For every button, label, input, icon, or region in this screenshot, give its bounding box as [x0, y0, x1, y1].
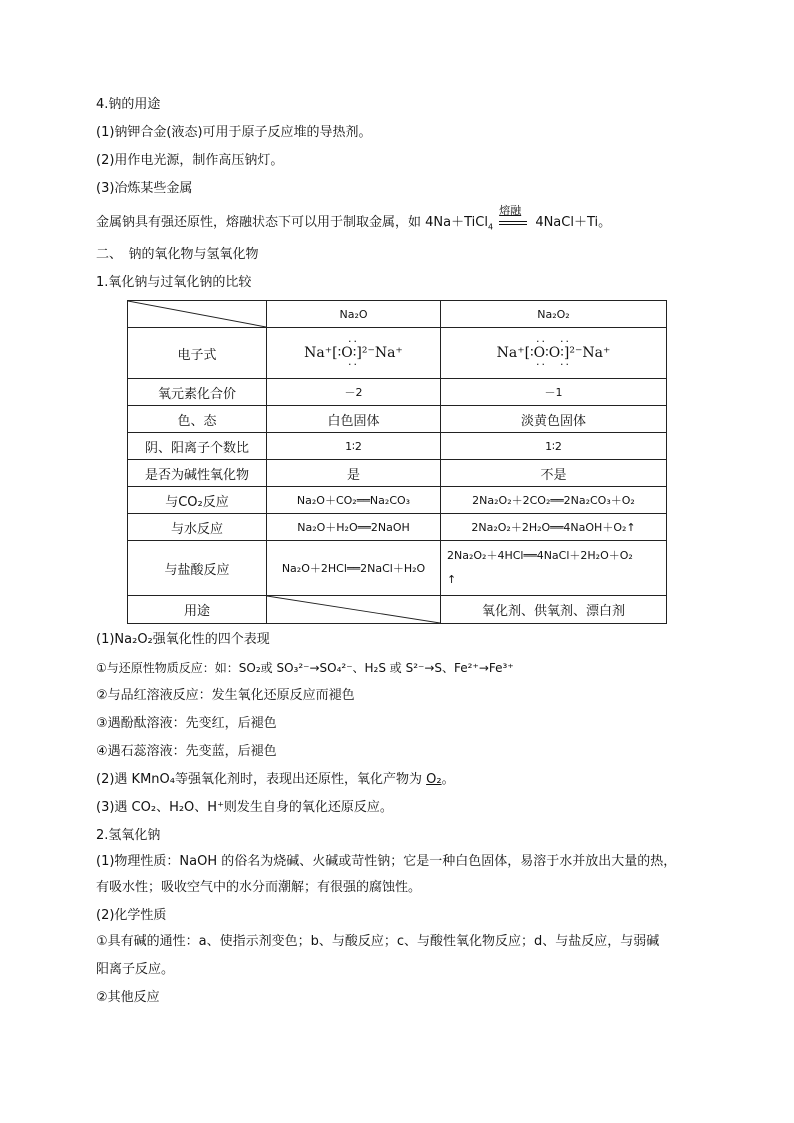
table-row [128, 379, 667, 406]
comparison-table [127, 300, 667, 624]
cell-b-line1: 2Na₂O₂＋4HCl══4NaCl＋2H₂O＋O₂ [447, 549, 633, 562]
cell-b: 2Na₂O₂＋2CO₂══2Na₂CO₃＋O₂ [441, 487, 667, 514]
electron-formula: Na⁺[∶O∶O∶]²⁻Na⁺ [496, 345, 611, 361]
electron-dots-top: ·· ·· [536, 335, 571, 348]
section2-sub1: 1.氧化钠与过氧化钠的比较 [96, 275, 252, 290]
oxidizing-point-6: (3)遇 CO₂、H₂O、H⁺则发生自身的氧化还原反应。 [96, 800, 393, 815]
row-label: 色、态 [128, 406, 267, 433]
table-header-row [128, 301, 667, 328]
cell-a: 1∶2 [267, 433, 441, 460]
electron-formula-na2o2 [441, 328, 667, 379]
metal-reaction-line [96, 204, 612, 238]
naoh-chemical-1b: 阳离子反应。 [96, 962, 175, 977]
equals-bar-1 [499, 221, 527, 222]
oxidizing-point-3: ③遇酚酞溶液：先变红，后褪色 [96, 716, 277, 731]
table-row [128, 433, 667, 460]
header-na2o2: Na₂O₂ [441, 301, 667, 328]
cell-a: Na₂O＋H₂O══2NaOH [267, 514, 441, 541]
cell-b: 不是 [441, 460, 667, 487]
uses-item-3: (3)冶炼某些金属 [96, 181, 193, 196]
metal-product: 4NaCl＋Ti。 [535, 215, 612, 230]
uses-item-1: (1)钠钾合金(液态)可用于原子反应堆的导热剂。 [96, 125, 372, 140]
cell-b: －1 [441, 379, 667, 406]
equals-bar-2 [499, 224, 527, 225]
naoh-heading: 2.氢氧化钠 [96, 828, 161, 843]
cell-a: 白色固体 [267, 406, 441, 433]
header-na2o: Na₂O [267, 301, 441, 328]
oxidizing-point-4: ④遇石蕊溶液：先变蓝，后褪色 [96, 744, 277, 759]
cell-b [441, 541, 667, 596]
cell-a: －2 [267, 379, 441, 406]
table-row [128, 514, 667, 541]
table-row [128, 541, 667, 596]
cell-a: Na₂O＋2HCl══2NaCl＋H₂O [267, 541, 441, 596]
metal-text: 金属钠具有强还原性，熔融状态下可以用于制取金属，如 4Na＋TiCl [96, 215, 488, 230]
uses-heading: 4.钠的用途 [96, 97, 161, 112]
p5-text: (2)遇 KMnO₄等强氧化剂时，表现出还原性，氧化产物为 [96, 772, 427, 787]
diagonal-header-cell [128, 301, 267, 328]
electron-dots-bottom: ·· [348, 358, 359, 371]
oxidizing-point-2: ②与品红溶液反应：发生氧化还原反应而褪色 [96, 688, 355, 703]
metal-sub: 4 [487, 222, 494, 232]
naoh-physical-2: 有吸水性；吸收空气中的水分而潮解；有很强的腐蚀性。 [96, 880, 422, 895]
section2-heading: 二、 钠的氧化物与氢氧化物 [96, 247, 259, 262]
oxidizing-point-1: ①与还原性物质反应：如：SO₂或 SO₃²⁻→SO₄²⁻、H₂S 或 S²⁻→S、Fe²⁺→Fe³⁺ [96, 661, 514, 675]
row-label: 阴、阳离子个数比 [128, 433, 267, 460]
cell-b-line2: ↑ [447, 573, 457, 586]
row-label: 电子式 [128, 328, 267, 379]
electron-dots-top: ·· [348, 335, 359, 348]
table-row [128, 460, 667, 487]
electron-dots-bottom: ·· ·· [536, 358, 571, 371]
diagonal-empty-cell [267, 596, 441, 624]
cell-a: Na₂O＋CO₂══Na₂CO₃ [267, 487, 441, 514]
oxidation-product: O₂ [426, 772, 442, 787]
row-label: 与盐酸反应 [128, 541, 267, 596]
electron-formula: Na⁺[∶O∶]²⁻Na⁺ [304, 345, 403, 361]
row-label: 与水反应 [128, 514, 267, 541]
uses-item-2: (2)用作电光源，制作高压钠灯。 [96, 153, 284, 168]
cell-b: 2Na₂O₂＋2H₂O══4NaOH＋O₂↑ [441, 514, 667, 541]
cell-a: 是 [267, 460, 441, 487]
reaction-condition [497, 204, 531, 233]
row-label: 与CO₂反应 [128, 487, 267, 514]
naoh-chemical-2: ②其他反应 [96, 990, 160, 1005]
naoh-chemical-heading: (2)化学性质 [96, 908, 167, 923]
p5-end: 。 [441, 772, 455, 787]
cell-b: 1∶2 [441, 433, 667, 460]
electron-formula-na2o [267, 328, 441, 379]
row-label: 用途 [128, 596, 267, 624]
cell-b: 氧化剂、供氧剂、漂白剂 [441, 596, 667, 624]
naoh-chemical-1a: ①具有碱的通性：a、使指示剂变色；b、与酸反应；c、与酸性氧化物反应；d、与盐反应，与弱碱 [96, 934, 660, 949]
naoh-physical-1: (1)物理性质：NaOH 的俗名为烧碱、火碱或苛性钠；它是一种白色固体，易溶于水并放出大量的热， [96, 854, 677, 869]
oxidizing-title: (1)Na₂O₂强氧化性的四个表现 [96, 632, 270, 647]
row-label: 是否为碱性氧化物 [128, 460, 267, 487]
table-row [128, 406, 667, 433]
table-row [128, 487, 667, 514]
condition-label: 熔融 [499, 204, 522, 217]
row-label: 氧元素化合价 [128, 379, 267, 406]
cell-b: 淡黄色固体 [441, 406, 667, 433]
oxidizing-point-5 [96, 770, 455, 790]
table-row [128, 328, 667, 379]
table-row [128, 596, 667, 624]
